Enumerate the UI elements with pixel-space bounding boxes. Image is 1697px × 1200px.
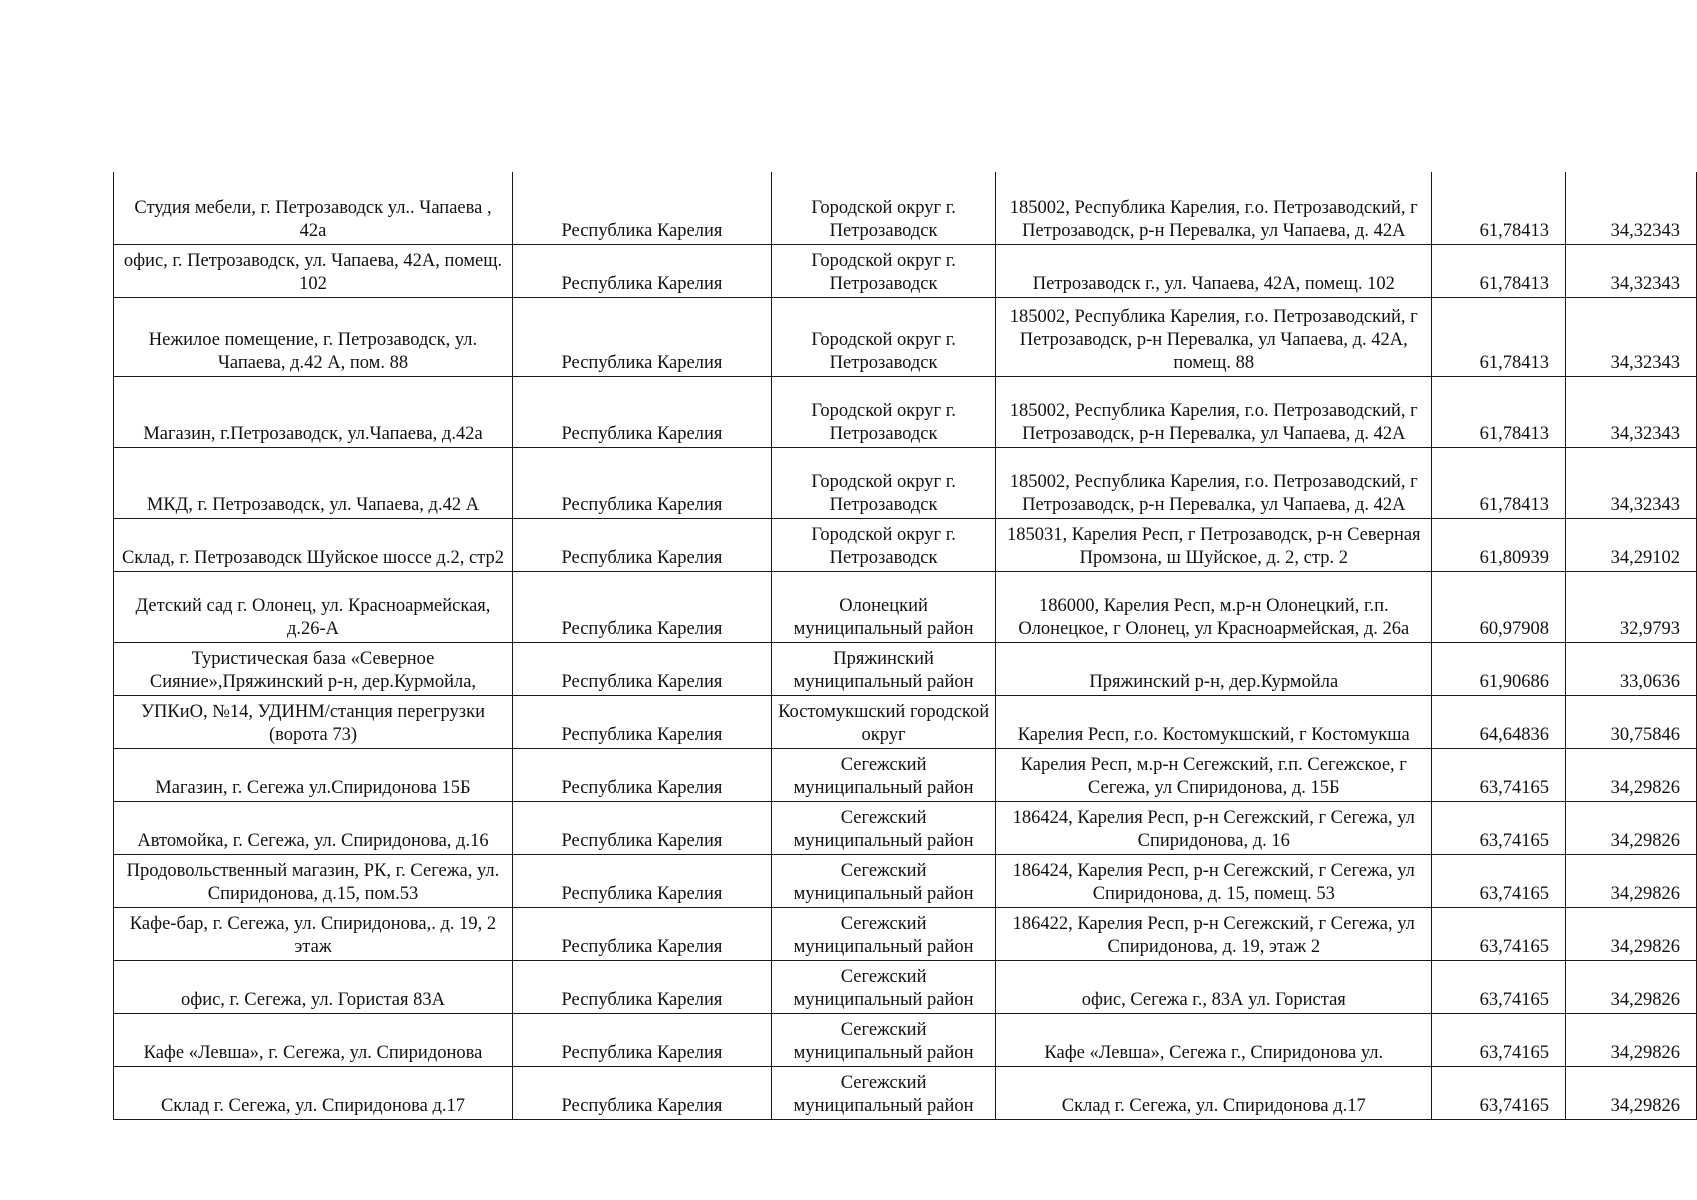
latitude-cell: 61,78413 [1432, 376, 1566, 447]
latitude-cell: 63,74165 [1432, 960, 1566, 1013]
table-row [114, 518, 1697, 571]
address-cell: 186422, Карелия Респ, р-н Сегежский, г Сегежа, ул Спиридонова, д. 19, этаж 2 [996, 907, 1432, 960]
municipality-cell: Городской округ г. Петрозаводск [771, 518, 995, 571]
object-name-cell: Кафе «Левша», г. Сегежа, ул. Спиридонова [114, 1013, 513, 1066]
latitude-cell: 63,74165 [1432, 1066, 1566, 1119]
address-cell: 185002, Республика Карелия, г.о. Петрозаводский, г Петрозаводск, р-н Перевалка, ул Чапаева, д. 42А [996, 447, 1432, 518]
latitude-cell: 64,64836 [1432, 695, 1566, 748]
latitude-cell: 61,78413 [1432, 244, 1566, 297]
object-name-cell: Туристическая база «Северное Сияние»,Пряжинский р-н, дер.Курмойла, [114, 642, 513, 695]
table-row [114, 571, 1697, 642]
longitude-cell: 32,9793 [1565, 571, 1696, 642]
longitude-cell: 33,0636 [1565, 642, 1696, 695]
table-row [114, 244, 1697, 297]
region-cell: Республика Карелия [512, 642, 771, 695]
object-name-cell: Кафе-бар, г. Сегежа, ул. Спиридонова,. д. 19, 2 этаж [114, 907, 513, 960]
object-name-cell: Магазин, г. Сегежа ул.Спиридонова 15Б [114, 748, 513, 801]
region-cell: Республика Карелия [512, 854, 771, 907]
municipality-cell: Сегежский муниципальный район [771, 854, 995, 907]
object-name-cell: Склад г. Сегежа, ул. Спиридонова д.17 [114, 1066, 513, 1119]
longitude-cell: 34,29826 [1565, 801, 1696, 854]
table-row [114, 801, 1697, 854]
table-row [114, 297, 1697, 376]
object-name-cell: Автомойка, г. Сегежа, ул. Спиридонова, д.16 [114, 801, 513, 854]
address-cell: 185002, Республика Карелия, г.о. Петрозаводский, г Петрозаводск, р-н Перевалка, ул Чапаева, д. 42А, помещ. 88 [996, 297, 1432, 376]
municipality-cell: Сегежский муниципальный район [771, 907, 995, 960]
region-cell: Республика Карелия [512, 172, 771, 244]
address-cell: Карелия Респ, г.о. Костомукшский, г Костомукша [996, 695, 1432, 748]
table-row [114, 642, 1697, 695]
table-row [114, 447, 1697, 518]
address-cell: Кафе «Левша», Сегежа г., Спиридонова ул. [996, 1013, 1432, 1066]
object-name-cell: офис, г. Сегежа, ул. Гористая 83А [114, 960, 513, 1013]
table-row [114, 748, 1697, 801]
latitude-cell: 63,74165 [1432, 801, 1566, 854]
address-cell: 186000, Карелия Респ, м.р-н Олонецкий, г.п. Олонецкое, г Олонец, ул Красноармейская, д. 26а [996, 571, 1432, 642]
municipality-cell: Городской округ г. Петрозаводск [771, 172, 995, 244]
latitude-cell: 61,78413 [1432, 172, 1566, 244]
table-row [114, 376, 1697, 447]
latitude-cell: 61,90686 [1432, 642, 1566, 695]
table-row [114, 907, 1697, 960]
table-row [114, 1013, 1697, 1066]
latitude-cell: 61,78413 [1432, 297, 1566, 376]
address-cell: Пряжинский р-н, дер.Курмойла [996, 642, 1432, 695]
object-name-cell: Нежилое помещение, г. Петрозаводск, ул. Чапаева, д.42 А, пом. 88 [114, 297, 513, 376]
municipality-cell: Сегежский муниципальный район [771, 748, 995, 801]
objects-table [113, 172, 1697, 1120]
municipality-cell: Сегежский муниципальный район [771, 1013, 995, 1066]
latitude-cell: 60,97908 [1432, 571, 1566, 642]
region-cell: Республика Карелия [512, 1013, 771, 1066]
address-cell: 185002, Республика Карелия, г.о. Петрозаводский, г Петрозаводск, р-н Перевалка, ул Чапаева, д. 42А [996, 172, 1432, 244]
region-cell: Республика Карелия [512, 907, 771, 960]
municipality-cell: Городской округ г. Петрозаводск [771, 447, 995, 518]
region-cell: Республика Карелия [512, 1066, 771, 1119]
longitude-cell: 34,32343 [1565, 447, 1696, 518]
address-cell: 186424, Карелия Респ, р-н Сегежский, г Сегежа, ул Спиридонова, д. 15, помещ. 53 [996, 854, 1432, 907]
longitude-cell: 34,29826 [1565, 854, 1696, 907]
region-cell: Республика Карелия [512, 695, 771, 748]
longitude-cell: 34,29826 [1565, 1066, 1696, 1119]
municipality-cell: Городской округ г. Петрозаводск [771, 297, 995, 376]
object-name-cell: Продовольственный магазин, РК, г. Сегежа, ул. Спиридонова, д.15, пом.53 [114, 854, 513, 907]
municipality-cell: Костомукшский городской округ [771, 695, 995, 748]
region-cell: Республика Карелия [512, 447, 771, 518]
municipality-cell: Городской округ г. Петрозаводск [771, 244, 995, 297]
region-cell: Республика Карелия [512, 801, 771, 854]
address-cell: 186424, Карелия Респ, р-н Сегежский, г Сегежа, ул Спиридонова, д. 16 [996, 801, 1432, 854]
municipality-cell: Городской округ г. Петрозаводск [771, 376, 995, 447]
table-row [114, 695, 1697, 748]
latitude-cell: 63,74165 [1432, 854, 1566, 907]
region-cell: Республика Карелия [512, 376, 771, 447]
region-cell: Республика Карелия [512, 571, 771, 642]
municipality-cell: Сегежский муниципальный район [771, 1066, 995, 1119]
object-name-cell: МКД, г. Петрозаводск, ул. Чапаева, д.42 А [114, 447, 513, 518]
object-name-cell: офис, г. Петрозаводск, ул. Чапаева, 42А, помещ. 102 [114, 244, 513, 297]
region-cell: Республика Карелия [512, 748, 771, 801]
table-row [114, 172, 1697, 244]
longitude-cell: 30,75846 [1565, 695, 1696, 748]
address-cell: Склад г. Сегежа, ул. Спиридонова д.17 [996, 1066, 1432, 1119]
longitude-cell: 34,32343 [1565, 297, 1696, 376]
latitude-cell: 63,74165 [1432, 907, 1566, 960]
longitude-cell: 34,29826 [1565, 1013, 1696, 1066]
longitude-cell: 34,29102 [1565, 518, 1696, 571]
municipality-cell: Пряжинский муниципальный район [771, 642, 995, 695]
latitude-cell: 63,74165 [1432, 1013, 1566, 1066]
region-cell: Республика Карелия [512, 244, 771, 297]
region-cell: Республика Карелия [512, 518, 771, 571]
object-name-cell: Магазин, г.Петрозаводск, ул.Чапаева, д.42а [114, 376, 513, 447]
latitude-cell: 61,78413 [1432, 447, 1566, 518]
longitude-cell: 34,29826 [1565, 748, 1696, 801]
table-row [114, 960, 1697, 1013]
object-name-cell: УПКиО, №14, УДИНМ/станция перегрузки (ворота 73) [114, 695, 513, 748]
address-cell: 185031, Карелия Респ, г Петрозаводск, р-н Северная Промзона, ш Шуйское, д. 2, стр. 2 [996, 518, 1432, 571]
region-cell: Республика Карелия [512, 297, 771, 376]
longitude-cell: 34,29826 [1565, 960, 1696, 1013]
latitude-cell: 63,74165 [1432, 748, 1566, 801]
municipality-cell: Олонецкий муниципальный район [771, 571, 995, 642]
address-cell: Карелия Респ, м.р-н Сегежский, г.п. Сегежское, г Сегежа, ул Спиридонова, д. 15Б [996, 748, 1432, 801]
object-name-cell: Студия мебели, г. Петрозаводск ул.. Чапаева , 42а [114, 172, 513, 244]
longitude-cell: 34,29826 [1565, 907, 1696, 960]
object-name-cell: Детский сад г. Олонец, ул. Красноармейская, д.26-А [114, 571, 513, 642]
table-row [114, 854, 1697, 907]
table-row [114, 1066, 1697, 1119]
address-cell: 185002, Республика Карелия, г.о. Петрозаводский, г Петрозаводск, р-н Перевалка, ул Чапаева, д. 42А [996, 376, 1432, 447]
longitude-cell: 34,32343 [1565, 376, 1696, 447]
address-cell: Петрозаводск г., ул. Чапаева, 42А, помещ. 102 [996, 244, 1432, 297]
longitude-cell: 34,32343 [1565, 244, 1696, 297]
latitude-cell: 61,80939 [1432, 518, 1566, 571]
region-cell: Республика Карелия [512, 960, 771, 1013]
object-name-cell: Склад, г. Петрозаводск Шуйское шоссе д.2, стр2 [114, 518, 513, 571]
longitude-cell: 34,32343 [1565, 172, 1696, 244]
address-cell: офис, Сегежа г., 83А ул. Гористая [996, 960, 1432, 1013]
municipality-cell: Сегежский муниципальный район [771, 801, 995, 854]
objects-table-body [114, 172, 1697, 1119]
municipality-cell: Сегежский муниципальный район [771, 960, 995, 1013]
